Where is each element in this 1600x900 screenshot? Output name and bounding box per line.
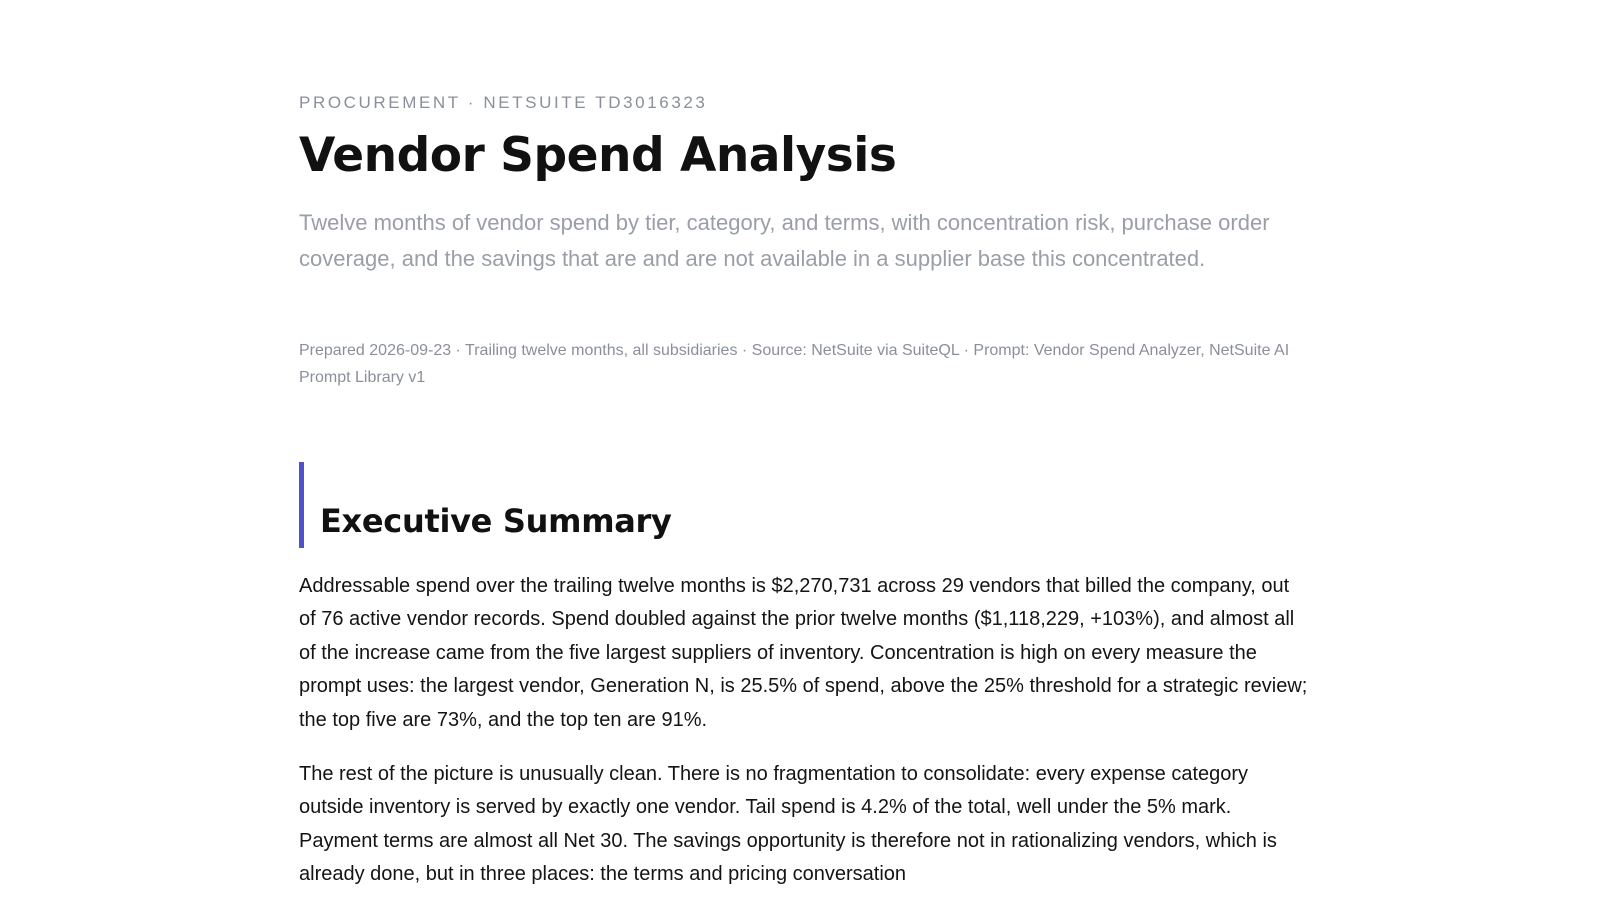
executive-summary-section (299, 462, 1309, 892)
summary-paragraph: Addressable spend over the trailing twelve months is $2,270,731 across 29 vendors that billed the company, out of 76 active vendor records. Spend doubled against the prior twelve months ($1,118,229, +103%), and almost all of the increase came from the five largest suppliers of inventory. Concentration is high on every measure the prompt uses: the largest vendor, Generation N, is 25.5% of spend, above the 25% threshold for a strategic review; the top five are 73%, and the top ten are 91%. (299, 575, 1308, 731)
section-heading: Executive Summary (320, 502, 672, 540)
document-subtitle: Twelve months of vendor spend by tier, category, and terms, with concentration risk, purchase order coverage, and the savings that are and are not available in a supplier base this concentrated. (299, 210, 1270, 271)
document-title: Vendor Spend Analysis (299, 128, 897, 183)
summary-paragraph: The rest of the picture is unusually clean. There is no fragmentation to consolidate: every expense category outside inventory is served by exactly one vendor. Tail spend is 4.2% of the total, well under the 5% mark. Payment terms are almost all Net 30. The savings opportunity is therefore not in rationalizing vendors, which is already done, but in three places: the terms and pricing conversation (299, 763, 1277, 886)
document-meta: Prepared 2026-09-23 · Trailing twelve months, all subsidiaries · Source: NetSuite via SuiteQL · Prompt: Vendor Spend Analyzer, NetSuite AI Prompt Library v1 (299, 342, 1290, 386)
document-eyebrow: PROCUREMENT · NETSUITE TD3016323 (299, 93, 708, 112)
section-heading-accent-bar (299, 462, 1309, 548)
